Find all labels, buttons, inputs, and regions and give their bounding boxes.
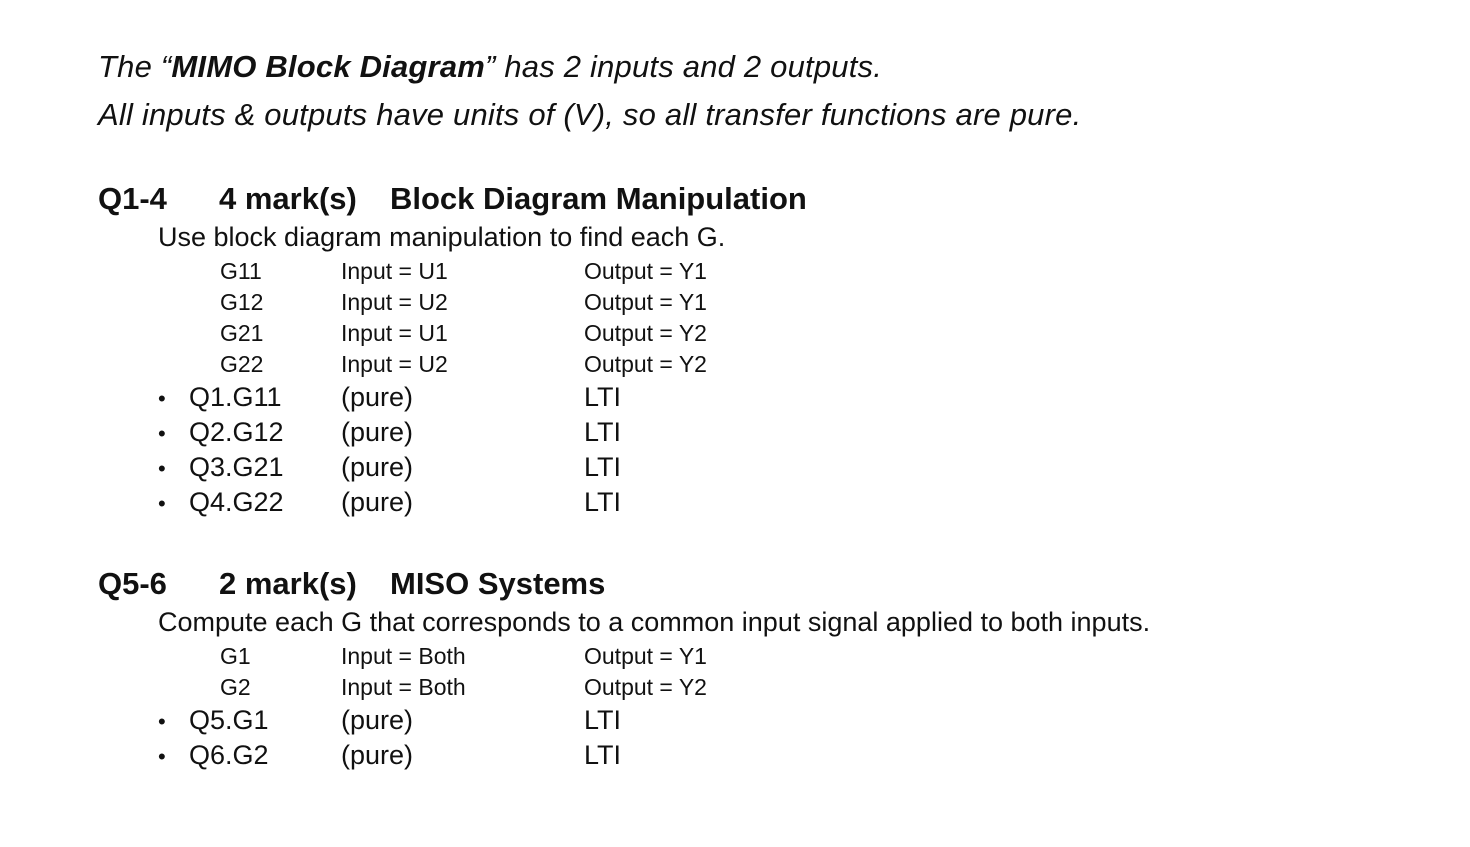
bullet-icon: • bbox=[158, 386, 166, 411]
question-name: Q2.G12 bbox=[189, 417, 284, 447]
section-id: Q5-6 bbox=[98, 566, 167, 601]
section-topic: Block Diagram Manipulation bbox=[390, 181, 807, 216]
definition-g: G11 bbox=[220, 258, 262, 284]
intro-diagram-name: MIMO Block Diagram bbox=[171, 49, 486, 84]
section-marks: 4 mark(s) bbox=[219, 181, 357, 216]
intro-text-post: ” has 2 inputs and 2 outputs. bbox=[485, 49, 883, 84]
definition-g: G22 bbox=[220, 351, 264, 377]
intro-line-1 bbox=[98, 49, 882, 85]
definition-output: Output = Y2 bbox=[584, 320, 707, 346]
definition-input: Input = U1 bbox=[341, 320, 448, 346]
question-class: LTI bbox=[584, 705, 622, 735]
definition-g: G12 bbox=[220, 289, 264, 315]
definition-output: Output = Y1 bbox=[584, 643, 707, 669]
section-topic: MISO Systems bbox=[390, 566, 606, 601]
bullet-icon: • bbox=[158, 491, 166, 516]
question-name: Q6.G2 bbox=[189, 740, 269, 770]
section-instruction: Use block diagram manipulation to find each G. bbox=[158, 222, 726, 252]
question-class: LTI bbox=[584, 382, 622, 412]
question-class: LTI bbox=[584, 487, 622, 517]
definition-input: Input = Both bbox=[341, 674, 466, 700]
definition-output: Output = Y1 bbox=[584, 258, 707, 284]
question-class: LTI bbox=[584, 452, 622, 482]
section-id: Q1-4 bbox=[98, 181, 167, 216]
definition-input: Input = U2 bbox=[341, 289, 448, 315]
bullet-icon: • bbox=[158, 709, 166, 734]
question-kind: (pure) bbox=[341, 740, 414, 770]
definition-output: Output = Y1 bbox=[584, 289, 707, 315]
question-name: Q1.G11 bbox=[189, 382, 282, 412]
question-kind: (pure) bbox=[341, 452, 414, 482]
definition-input: Input = Both bbox=[341, 643, 466, 669]
question-kind: (pure) bbox=[341, 417, 414, 447]
definition-output: Output = Y2 bbox=[584, 351, 707, 377]
question-name: Q5.G1 bbox=[189, 705, 269, 735]
intro-text-pre: The “ bbox=[98, 49, 172, 84]
question-class: LTI bbox=[584, 417, 622, 447]
section-instruction: Compute each G that corresponds to a common input signal applied to both inputs. bbox=[158, 607, 1151, 637]
bullet-icon: • bbox=[158, 744, 166, 769]
bullet-icon: • bbox=[158, 421, 166, 446]
question-class: LTI bbox=[584, 740, 622, 770]
definition-g: G2 bbox=[220, 674, 251, 700]
definition-g: G1 bbox=[220, 643, 251, 669]
bullet-icon: • bbox=[158, 456, 166, 481]
definition-output: Output = Y2 bbox=[584, 674, 707, 700]
section-marks: 2 mark(s) bbox=[219, 566, 357, 601]
question-kind: (pure) bbox=[341, 382, 414, 412]
question-kind: (pure) bbox=[341, 705, 414, 735]
question-name: Q4.G22 bbox=[189, 487, 284, 517]
definition-input: Input = U1 bbox=[341, 258, 448, 284]
definition-input: Input = U2 bbox=[341, 351, 448, 377]
definition-g: G21 bbox=[220, 320, 264, 346]
intro-line-2: All inputs & outputs have units of (V), so all transfer functions are pure. bbox=[98, 97, 1082, 132]
question-kind: (pure) bbox=[341, 487, 414, 517]
question-name: Q3.G21 bbox=[189, 452, 284, 482]
